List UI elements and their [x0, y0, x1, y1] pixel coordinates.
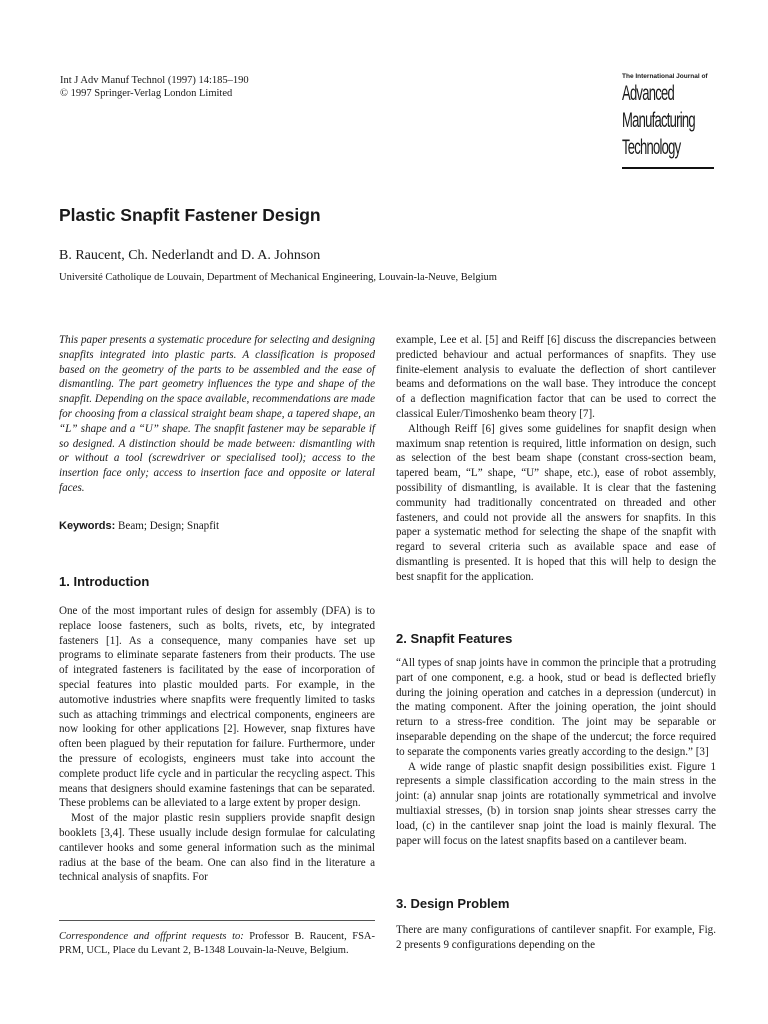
- section-2-heading: 2. Snapfit Features: [396, 631, 513, 646]
- citation-line-1: Int J Adv Manuf Technol (1997) 14:185–190: [60, 75, 249, 86]
- introduction-paragraph-1: One of the most important rules of design for assembly (DFA) is to replace loose fasteners, such as bolts, rivets, etc, by integrated fasteners [1]. As a consequence, many companies have set up programs to eliminate separate fasteners from their products. The use of integrated fasteners is facilitated by the ease of incorporation of special features into plastic moulded parts. For example, in the automotive industries where snapfits were frequently limited to tasks such as attaching trimmings and electrical components, engineers are now looking for other applications [2]. However, snap fixtures have often been plagued by their reputation for failure. Furthermore, under the pressure of ecologists, engineers must take into account the complete product life cycle and in particular the recycling aspect. This means that designers should examine fastenings that can be separated. These problems can be alleviated to a large extent by proper design.: [59, 605, 375, 810]
- article-title: Plastic Snapfit Fastener Design: [59, 205, 321, 225]
- footnote-label: Correspondence and offprint requests to:: [59, 931, 244, 942]
- journal-logo-small: The International Journal of: [622, 73, 708, 80]
- design-problem-body: [396, 923, 716, 953]
- journal-logo-line-1: Advanced: [622, 82, 674, 105]
- footnote: [59, 930, 375, 957]
- keywords-label: Keywords:: [59, 520, 116, 532]
- design-paragraph-1: There are many configurations of cantilever snapfit. For example, Fig. 2 presents 9 configurations depending on the: [396, 924, 716, 951]
- citation-line-2: © 1997 Springer-Verlag London Limited: [60, 88, 233, 99]
- footnote-divider: [59, 920, 375, 921]
- introduction-body: [59, 604, 375, 885]
- abstract-text: This paper presents a systematic procedure for selecting and designing snapfits integrated into plastic parts. A classification is proposed based on the geometry of the parts to be assembled and the ease of dismantling. The part geometry influences the type and shape of the snapfit. Depending on the space available, recommendations are made for choosing from a classical straight beam shape, a tapered shape, an “L” shape and a “U” shape. The snapfit fastener may be separable if so designed. A distinction should be made between: dismantling with or without a tool (screwdriver or specialised tool); access to the insertion face only; access to insertion face and opposite or lateral faces.: [59, 334, 375, 494]
- section-3-heading: 3. Design Problem: [396, 896, 510, 911]
- article-affiliation: Université Catholique de Louvain, Department of Mechanical Engineering, Louvain-la-Neuve, Belgium: [59, 272, 497, 283]
- journal-logo-line-3: Technology: [622, 136, 681, 159]
- journal-logo: [622, 73, 714, 169]
- features-paragraph-2: A wide range of plastic snapfit design possibilities exist. Figure 1 represents a simple classification according to the main stress in the joint: (a) annular snap joints are rotationally symmetrical and involve multiaxial stresses, (b) in torsion snap joints shear stresses carry the load, (c) in the cantilever snap joint the load is mainly flexural. The paper will focus on the latest snapfits based on a cantilever beam.: [396, 760, 716, 847]
- journal-logo-line-2: Manufacturing: [622, 109, 695, 132]
- abstract: [59, 333, 375, 496]
- right-paragraph-1: example, Lee et al. [5] and Reiff [6] discuss the discrepancies between predicted behaviour and actual performances of snapfits. They use finite-element analysis to evaluate the deflection of short cantilever beams and deformations on the wall base. They introduce the concept of a deflection magnification factor that can be used to correct the classical Euler/Timoshenko beam theory [7].: [396, 334, 716, 420]
- right-paragraph-2: Although Reiff [6] gives some guidelines for snapfit design when maximum snap retention is required, little information on design, such as selection of the best beam shape (constant cross-section beam, tapered beam, “L” shape, “U” shape, etc.), ease of robot assembly, possibility of dismantling, is available. It is clear that the fastening community had traditionally concentrated on threaded and other fasteners, and could not provide all the answers for snapfits. In this paper a systematic method for selecting the shape of the snapfit with regard to several criteria such as available space and ease of dismantling is presented. It is hoped that this will help to design the best snapfit for the application.: [396, 422, 716, 583]
- article-authors: B. Raucent, Ch. Nederlandt and D. A. Johnson: [59, 248, 321, 263]
- introduction-paragraph-2: Most of the major plastic resin suppliers provide snapfit design booklets [3,4]. These usually include design formulae for calculating cantilever hooks and some general information such as the minimal radius at the base of the beam. One can also find in the literature a technical analysis of snapfits. For: [59, 812, 375, 884]
- section-1-heading: 1. Introduction: [59, 574, 150, 589]
- keywords: [59, 519, 375, 534]
- footnote-text: Professor B. Raucent, FSA-PRM, UCL, Place du Levant 2, B-1348 Louvain-la-Neuve, Belgium.: [59, 931, 375, 956]
- features-paragraph-1: “All types of snap joints have in common the principle that a protruding part of one component, e.g. a hook, stud or bead is deflected briefly during the joining operation and catches in a depression (undercut) in the mating component. After the joining operation, the joint should return to a stress-free condition. The joint may be separable or inseparable depending on the shape of the undercut; the force required to separate the components varies greatly according to the design.” [3]: [396, 657, 716, 758]
- journal-logo-rule: [622, 167, 714, 169]
- citation-header: [60, 74, 249, 100]
- right-column-intro: [396, 333, 716, 585]
- keywords-text: Beam; Design; Snapfit: [115, 520, 220, 532]
- snapfit-features-body: [396, 656, 716, 848]
